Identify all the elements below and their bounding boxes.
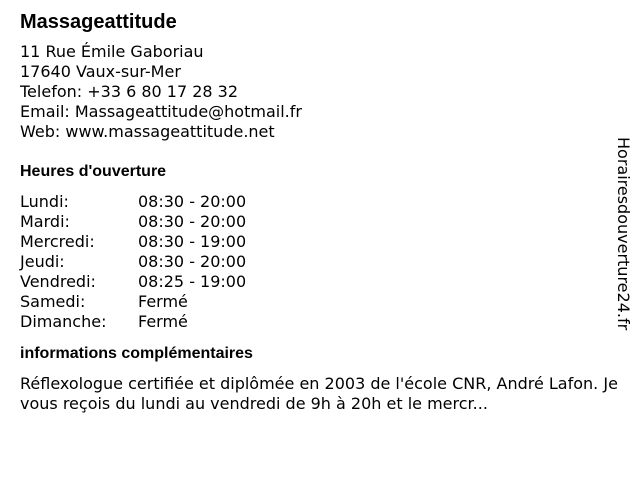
day-label: Mardi: [20, 212, 70, 231]
hours-table [20, 192, 610, 332]
hours-row-saturday [20, 292, 610, 312]
day-time: 08:25 - 19:00 [138, 272, 247, 291]
hours-row-wednesday [20, 232, 610, 252]
day-time: Fermé [138, 292, 188, 311]
info-title: informations complémentaires [20, 345, 253, 362]
address-line-2: 17640 Vaux-sur-Mer [20, 62, 181, 81]
day-label: Samedi: [20, 292, 86, 311]
business-name: Massageattitude [20, 11, 177, 33]
day-label: Dimanche: [20, 312, 107, 331]
day-label: Vendredi: [20, 272, 96, 291]
hours-row-monday [20, 192, 610, 212]
phone-line: Telefon: +33 6 80 17 28 32 [20, 82, 239, 101]
day-time: 08:30 - 19:00 [138, 232, 247, 251]
day-time: Fermé [138, 312, 188, 331]
hours-title: Heures d'ouverture [20, 163, 167, 180]
hours-row-thursday [20, 252, 610, 272]
day-time: 08:30 - 20:00 [138, 212, 247, 231]
hours-row-tuesday [20, 212, 610, 232]
day-time: 08:30 - 20:00 [138, 192, 247, 211]
day-time: 08:30 - 20:00 [138, 252, 247, 271]
web-line: Web: www.massageattitude.net [20, 122, 275, 141]
day-label: Mercredi: [20, 232, 95, 251]
day-label: Lundi: [20, 192, 69, 211]
email-line: Email: Massageattitude@hotmail.fr [20, 102, 302, 121]
contact-block [20, 42, 610, 142]
address-line-1: 11 Rue Émile Gaboriau [20, 42, 204, 61]
info-description: Réflexologue certifiée et diplômée en 2003 de l'école CNR, André Lafon. Je vous reçois du lundi au vendredi de 9h à 20h et le mercr... [20, 374, 618, 413]
day-label: Jeudi: [20, 252, 65, 271]
business-card [20, 10, 618, 414]
hours-row-friday [20, 272, 610, 292]
hours-row-sunday [20, 312, 610, 332]
watermark-text: Horairesdouverture24.fr [614, 137, 633, 331]
